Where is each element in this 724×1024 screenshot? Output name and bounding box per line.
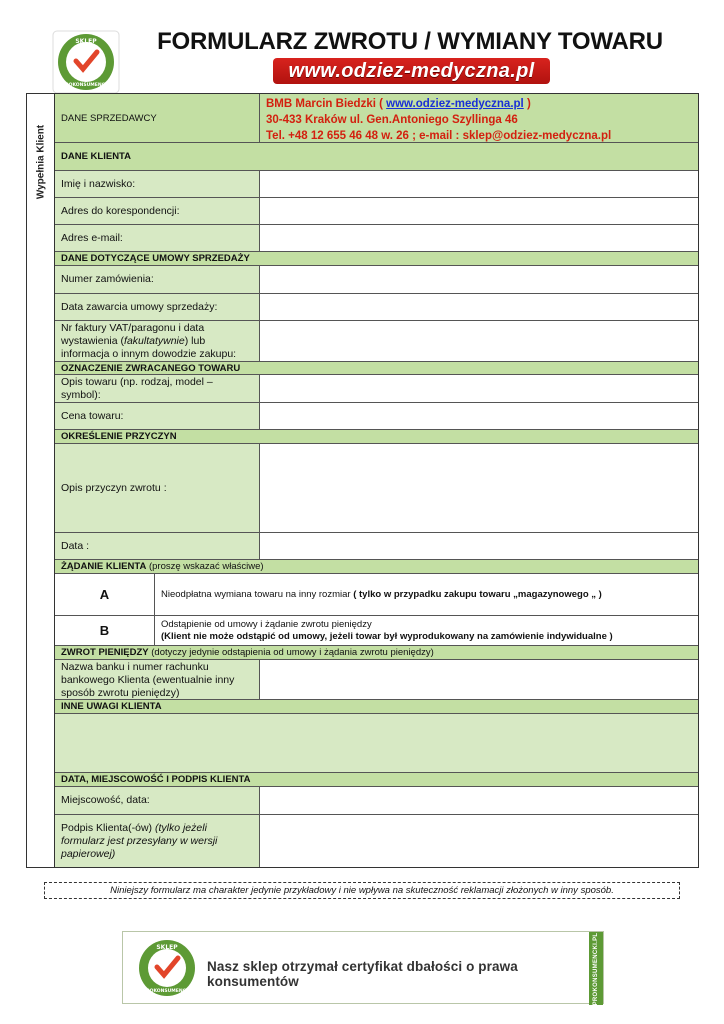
contract-header-row bbox=[55, 252, 698, 266]
disclaimer-note: Niniejszy formularz ma charakter jedynie przykładowy i nie wpływa na skuteczność reklamacji złożonych w inny sposób. bbox=[44, 882, 680, 899]
sign-label: Podpis Klienta(-ów) (tylko jeżeli formularz jest przesyłany w wersji papierowej) bbox=[55, 815, 260, 867]
svg-text:PROKONSUMENCKI: PROKONSUMENCKI bbox=[142, 989, 192, 994]
reason-header: OKREŚLENIE PRZYCZYN bbox=[55, 430, 698, 443]
refund-header: ZWROT PIENIĘDZY (dotyczy jedynie odstąpienia od umowy i żądania zwrotu pieniędzy) bbox=[55, 646, 698, 659]
side-label-text: Wypełnia Klient bbox=[35, 124, 46, 200]
sklep-prokonsumencki-logo bbox=[52, 30, 120, 94]
product-description-label: Opis towaru (np. rodzaj, model – symbol): bbox=[55, 375, 260, 402]
remarks-field[interactable] bbox=[55, 714, 698, 772]
refund-header-row bbox=[55, 646, 698, 660]
name-label: Imię i nazwisko: bbox=[55, 171, 260, 197]
page-title: FORMULARZ ZWROTU / WYMIANY TOWARU bbox=[157, 28, 663, 55]
remarks-header-row bbox=[55, 700, 698, 714]
product-header: OZNACZENIE ZWRACANEGO TOWARU bbox=[55, 362, 698, 374]
seller-address: 30-433 Kraków ul. Gen.Antoniego Szyllinga 46 bbox=[266, 114, 518, 126]
option-b-row[interactable] bbox=[55, 616, 698, 646]
side-label bbox=[26, 93, 54, 868]
reason-date-label: Data : bbox=[55, 533, 260, 559]
option-a-row[interactable] bbox=[55, 574, 698, 616]
sign-row bbox=[55, 815, 698, 867]
client-header-row bbox=[55, 143, 698, 171]
certificate-banner[interactable] bbox=[122, 931, 604, 1004]
seller-info: BMB Marcin Biedzki ( www.odziez-medyczna.pl ) 30-433 Kraków ul. Gen.Antoniego Szyllinga 46 Tel. +48 12 655 46 48 w. 26 ; e-mail : sklep@odziez-medyczna.pl bbox=[260, 94, 698, 142]
address-field[interactable] bbox=[260, 198, 698, 224]
certificate-side-text: PROKONSUMENCKI.PL bbox=[593, 932, 599, 1005]
signature-header: DATA, MIEJSCOWOŚĆ I PODPIS KLIENTA bbox=[55, 773, 698, 786]
seller-contact: Tel. +48 12 655 46 48 w. 26 ; e-mail : sklep@odziez-medyczna.pl bbox=[266, 130, 612, 142]
bank-field[interactable] bbox=[260, 660, 698, 699]
remarks-row bbox=[55, 714, 698, 773]
order-row bbox=[55, 266, 698, 294]
reason-header-row bbox=[55, 430, 698, 444]
demand-header: ŻĄDANIE KLIENTA (proszę wskazać właściwe) bbox=[55, 560, 698, 573]
site-url-banner[interactable]: www.odziez-medyczna.pl bbox=[273, 58, 550, 84]
client-header: DANE KLIENTA bbox=[55, 143, 698, 170]
bank-row bbox=[55, 660, 698, 700]
email-field[interactable] bbox=[260, 225, 698, 251]
seller-website-link[interactable]: www.odziez-medyczna.pl bbox=[386, 98, 524, 110]
reason-date-field[interactable] bbox=[260, 533, 698, 559]
contract-date-field[interactable] bbox=[260, 294, 698, 320]
reason-row bbox=[55, 444, 698, 533]
return-form bbox=[54, 93, 699, 868]
invoice-field[interactable] bbox=[260, 321, 698, 361]
svg-text:SKLEP: SKLEP bbox=[156, 944, 178, 951]
contract-header: DANE DOTYCZĄCE UMOWY SPRZEDAŻY bbox=[55, 252, 698, 265]
reason-label: Opis przyczyn zwrotu : bbox=[55, 444, 260, 532]
contract-date-label: Data zawarcia umowy sprzedaży: bbox=[55, 294, 260, 320]
certificate-text: Nasz sklep otrzymał certyfikat dbałości o prawa konsumentów bbox=[207, 959, 518, 989]
seller-label: DANE SPRZEDAWCY bbox=[55, 94, 260, 142]
sign-field[interactable] bbox=[260, 815, 698, 867]
demand-header-row bbox=[55, 560, 698, 574]
email-row bbox=[55, 225, 698, 252]
option-b-text: Odstąpienie od umowy i żądanie zwrotu pieniędzy (Klient nie może odstąpić od umowy, jeżeli towar był wyprodukowany na zamówienie indywidualne ) bbox=[155, 616, 698, 645]
place-label: Miejscowość, data: bbox=[55, 787, 260, 814]
invoice-label: Nr faktury VAT/paragonu i data wystawienia (fakultatywnie) lub informacja o innym dowodzie zakupu: bbox=[55, 321, 260, 361]
name-field[interactable] bbox=[260, 171, 698, 197]
seller-row bbox=[55, 94, 698, 143]
svg-text:SKLEP: SKLEP bbox=[75, 38, 97, 45]
product-header-row bbox=[55, 362, 698, 375]
invoice-row bbox=[55, 321, 698, 362]
remarks-header: INNE UWAGI KLIENTA bbox=[55, 700, 698, 713]
certificate-side-strip bbox=[589, 932, 603, 1005]
contract-date-row bbox=[55, 294, 698, 321]
svg-text:PROKONSUMENCKI: PROKONSUMENCKI bbox=[61, 83, 111, 88]
price-row bbox=[55, 403, 698, 430]
product-description-field[interactable] bbox=[260, 375, 698, 402]
bank-label: Nazwa banku i numer rachunku bankowego Klienta (ewentualnie inny sposób zwrotu pieniędzy) bbox=[55, 660, 260, 699]
product-description-row bbox=[55, 375, 698, 403]
option-a-text: Nieodpłatna wymiana towaru na inny rozmiar ( tylko w przypadku zakupu towaru „magazynowego „ ) bbox=[155, 574, 698, 615]
address-row bbox=[55, 198, 698, 225]
email-label: Adres e-mail: bbox=[55, 225, 260, 251]
order-label: Numer zamówienia: bbox=[55, 266, 260, 293]
price-field[interactable] bbox=[260, 403, 698, 429]
order-field[interactable] bbox=[260, 266, 698, 293]
name-row bbox=[55, 171, 698, 198]
reason-field[interactable] bbox=[260, 444, 698, 532]
place-row bbox=[55, 787, 698, 815]
place-field[interactable] bbox=[260, 787, 698, 814]
address-label: Adres do korespondencji: bbox=[55, 198, 260, 224]
reason-date-row bbox=[55, 533, 698, 560]
option-b-letter[interactable]: B bbox=[55, 616, 155, 645]
price-label: Cena towaru: bbox=[55, 403, 260, 429]
signature-header-row bbox=[55, 773, 698, 787]
certificate-logo bbox=[135, 938, 199, 998]
option-a-letter[interactable]: A bbox=[55, 574, 155, 615]
